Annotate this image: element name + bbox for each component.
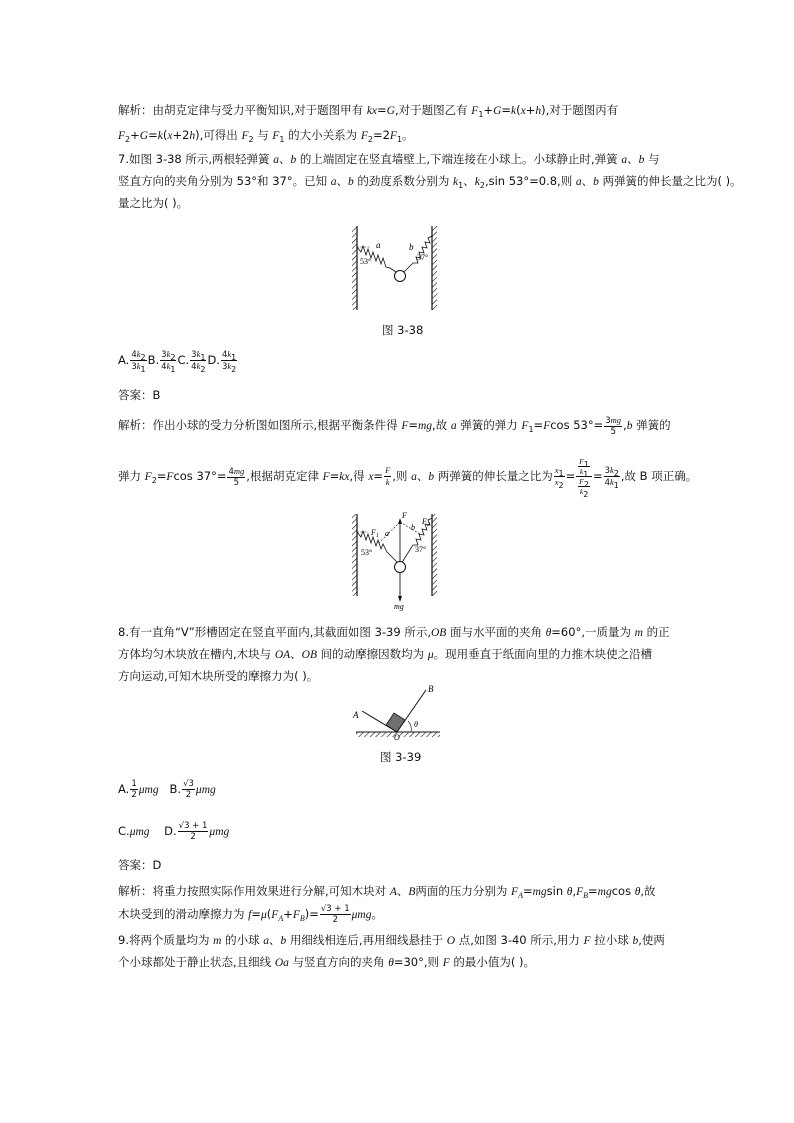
figure-3-39 bbox=[350, 683, 450, 743]
left-wall bbox=[352, 226, 357, 310]
label-F: F bbox=[402, 511, 407, 520]
angle-37-2: 37° bbox=[415, 545, 427, 554]
q8-answer: 答案：D bbox=[118, 858, 162, 872]
label-mg: mg bbox=[394, 602, 404, 611]
label-a-2: a bbox=[385, 529, 389, 538]
right-wall-2 bbox=[432, 514, 437, 596]
q7-answer: 答案：B bbox=[118, 388, 161, 402]
q6-solution-line-2: $F_2+G=k(x+2h)$,可得出 $F_2$ 与 $F_1$ 的大小关系为 $F_2=2F_1$。 bbox=[118, 128, 414, 144]
label-F2: $F_2$ bbox=[422, 517, 430, 528]
right-wall bbox=[432, 226, 437, 310]
figure-force-diagram bbox=[348, 510, 448, 610]
ball bbox=[395, 271, 406, 282]
wooden-block bbox=[386, 713, 405, 732]
angle-37: 37° bbox=[417, 253, 429, 262]
figure-3-39-caption: 图 3-39 bbox=[380, 750, 422, 764]
q8-solution-line-1: 解析：将重力按照实际作用效果进行分解,可知木块对 A、B两面的压力分别为 $F_A=mgsin$ $\theta,F_B=mgcos$ θ,故 bbox=[118, 884, 656, 900]
label-theta: θ bbox=[414, 720, 418, 729]
q8-stem-line-1: 8.有一直角“V”形槽固定在竖直平面内,其截面如图 3-39 所示,OB 面与水平面的夹角 θ=60°,一质量为 m 的正 bbox=[118, 625, 670, 639]
q8-stem-line-2: 方体均匀木块放在槽内,木块与 OA、OB 间的动摩擦因数均为 μ。现用垂直于纸面向里的力推木块使之沿槽 bbox=[118, 647, 653, 661]
label-F1: $F_1$ bbox=[371, 528, 379, 539]
angle-53: 53° bbox=[360, 257, 372, 266]
figure-3-38-caption: 图 3-38 bbox=[382, 323, 424, 337]
angle-53-2: 53° bbox=[361, 548, 373, 557]
figure-3-38 bbox=[348, 224, 448, 314]
q8-options-CD: C.μmg D. $\frac{√3 + 1}{2}$ μmg bbox=[118, 821, 230, 842]
left-wall-2 bbox=[352, 514, 357, 596]
q6-solution-line-1: 解析：由胡克定律与受力平衡知识,对于题图甲有 kx=G,对于题图乙有 $F_1+G=k(x+h)$,对于题图丙有 bbox=[118, 103, 619, 119]
ball-2 bbox=[395, 562, 406, 573]
q7-solution-line-1: 解析：作出小球的受力分析图如图所示,根据平衡条件得 F=mg,故 a 弹簧的弹力 $F_1=Fcos$ 53°= $\frac{3mg}{5}$ ,b 弹簧的 bbox=[118, 414, 671, 437]
label-B: B bbox=[428, 684, 434, 694]
q8-options-AB: A. $\frac{1}{2}$ μmg B. $\frac{√3}{2}$ μmg bbox=[118, 779, 216, 800]
q8-solution-line-2: 木块受到的滑动摩擦力为 $f=\mu(F_A+F_B)=$ $\frac{√3 + 1}{2}$ μmg。 bbox=[118, 904, 383, 925]
label-b: b bbox=[409, 242, 414, 252]
q9-stem-line-1: 9.将两个质量均为 m 的小球 a、b 用细线相连后,再用细线悬挂于 O 点,如图 3-40 所示,用力 F 拉小球 b,使两 bbox=[118, 933, 665, 947]
q7-stem-line-1: 7.如图 3-38 所示,两根轻弹簧 a、b 的上端固定在竖直墙壁上,下端连接在小球上。小球静止时,弹簧 a、b 与 bbox=[118, 152, 660, 166]
label-A: A bbox=[353, 710, 359, 720]
q7-solution-line-2: 弹力 $F_2=Fcos$ 37°= $\frac{4mg}{5}$ ,根据胡克定律 F=kx,得 x= $\frac{F}{k}$ ,则 a、b 两弹簧的伸长量之比为 $\frac{x_1}{x_2}$ = $\frac{\frac{F_1}{k_1}}{\frac{F_2}{k_2}}$ = $\frac{3k_2}{4k_1}$ ,故 B 项正确。 bbox=[118, 457, 698, 499]
label-b-2: b bbox=[411, 523, 415, 532]
q9-stem-line-2: 个小球都处于静止状态,且细线 Oa 与竖直方向的夹角 θ=30°,则 F 的最小值为( )。 bbox=[118, 955, 536, 969]
q7-stem-line-3: 量之比为( )。 bbox=[118, 196, 189, 210]
label-O: O bbox=[394, 733, 400, 742]
q7-stem-line-2: 竖直方向的夹角分别为 53°和 37°。已知 a、b 的劲度系数分别为 $k_1$、$k_2,\sin$ 53°=0.8,则 a、b 两弹簧的伸长量之比为( )。 bbox=[118, 174, 742, 190]
label-a: a bbox=[376, 240, 381, 250]
q8-stem-line-3: 方向运动,可知木块所受的摩擦力为( )。 bbox=[118, 669, 319, 683]
q7-options: A. $\frac{4k_2}{3k_1}$ B. $\frac{3k_2}{4k_1}$ C. $\frac{3k_1}{4k_2}$ D. $\frac{4k_1}{3k_2}$ bbox=[118, 349, 237, 374]
